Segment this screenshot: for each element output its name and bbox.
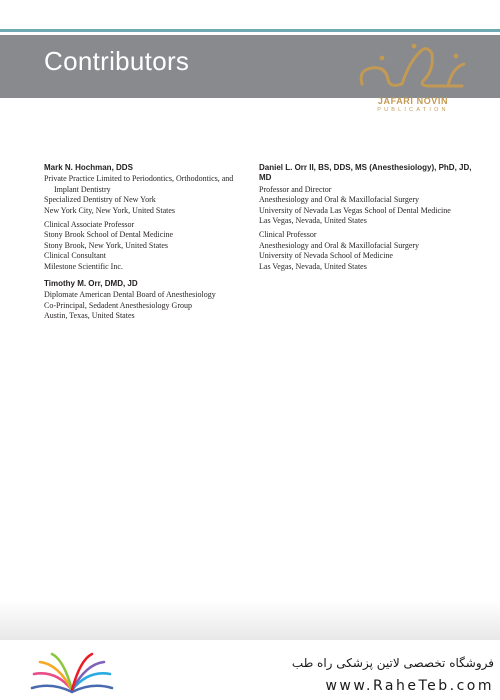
contributor-line: University of Nevada School of Medicine bbox=[259, 251, 393, 261]
contributors-right-column bbox=[259, 163, 474, 279]
contributor-line: Co-Principal, Sedadent Anesthesiology Group bbox=[44, 300, 192, 310]
contributor-line: Private Practice Limited to Periodontics, Orthodontics, and bbox=[44, 174, 234, 184]
publisher-logo bbox=[352, 40, 474, 120]
contributor-line: Anesthesiology and Oral & Maxillofacial Surgery bbox=[259, 240, 420, 250]
contributor-line: Las Vegas, Nevada, United States bbox=[259, 261, 367, 271]
store-name: فروشگاه تخصصی لاتین پزشکی راه طب bbox=[291, 656, 494, 670]
contributor-line: Specialized Dentistry of New York bbox=[44, 195, 156, 205]
jafari-novin-logo-icon bbox=[352, 40, 474, 96]
contributor-name: Timothy M. Orr, DMD, JD bbox=[44, 279, 138, 289]
contributors-left-column bbox=[44, 163, 249, 329]
contributor-line: Las Vegas, Nevada, United States bbox=[259, 216, 367, 226]
contributor-line: Diplomate American Dental Board of Anesthesiology bbox=[44, 290, 216, 300]
contributor-line: Austin, Texas, United States bbox=[44, 311, 135, 321]
contributor-name: Mark N. Hochman, DDS bbox=[44, 163, 133, 172]
open-book-rainbow-logo-icon bbox=[26, 650, 118, 696]
contributor-line: Clinical Consultant bbox=[44, 251, 106, 261]
contributor-line: Milestone Scientific Inc. bbox=[44, 261, 123, 271]
store-url[interactable]: www.RaheTeb.com bbox=[325, 678, 494, 694]
logo-subtitle: PUBLICATION bbox=[377, 107, 449, 113]
contributor-entry bbox=[44, 279, 249, 322]
contributor-line: Stony Brook School of Dental Medicine bbox=[44, 230, 174, 240]
footer-shadow bbox=[0, 600, 500, 640]
contributor-line: Implant Dentistry bbox=[54, 184, 111, 194]
contributor-line: Anesthesiology and Oral & Maxillofacial Surgery bbox=[259, 195, 420, 205]
contributor-line: Clinical Professor bbox=[259, 230, 317, 240]
page-title: Contributors bbox=[44, 46, 190, 76]
contributor-name: Daniel L. Orr II, BS, DDS, MS (Anesthesiology), PhD, JD, MD bbox=[259, 163, 472, 183]
contributor-line: New York City, New York, United States bbox=[44, 205, 176, 215]
contributor-entry bbox=[259, 163, 474, 272]
contributor-line: University of Nevada Las Vegas School of Dental Medicine bbox=[259, 205, 451, 215]
contributor-line: Professor and Director bbox=[259, 184, 332, 194]
contributor-line: Stony Brook, New York, United States bbox=[44, 240, 169, 250]
top-accent-rule bbox=[0, 0, 500, 32]
logo-name: JAFARI NOVIN bbox=[377, 96, 449, 106]
contributor-line: Clinical Associate Professor bbox=[44, 220, 135, 230]
contributor-entry bbox=[44, 163, 249, 272]
